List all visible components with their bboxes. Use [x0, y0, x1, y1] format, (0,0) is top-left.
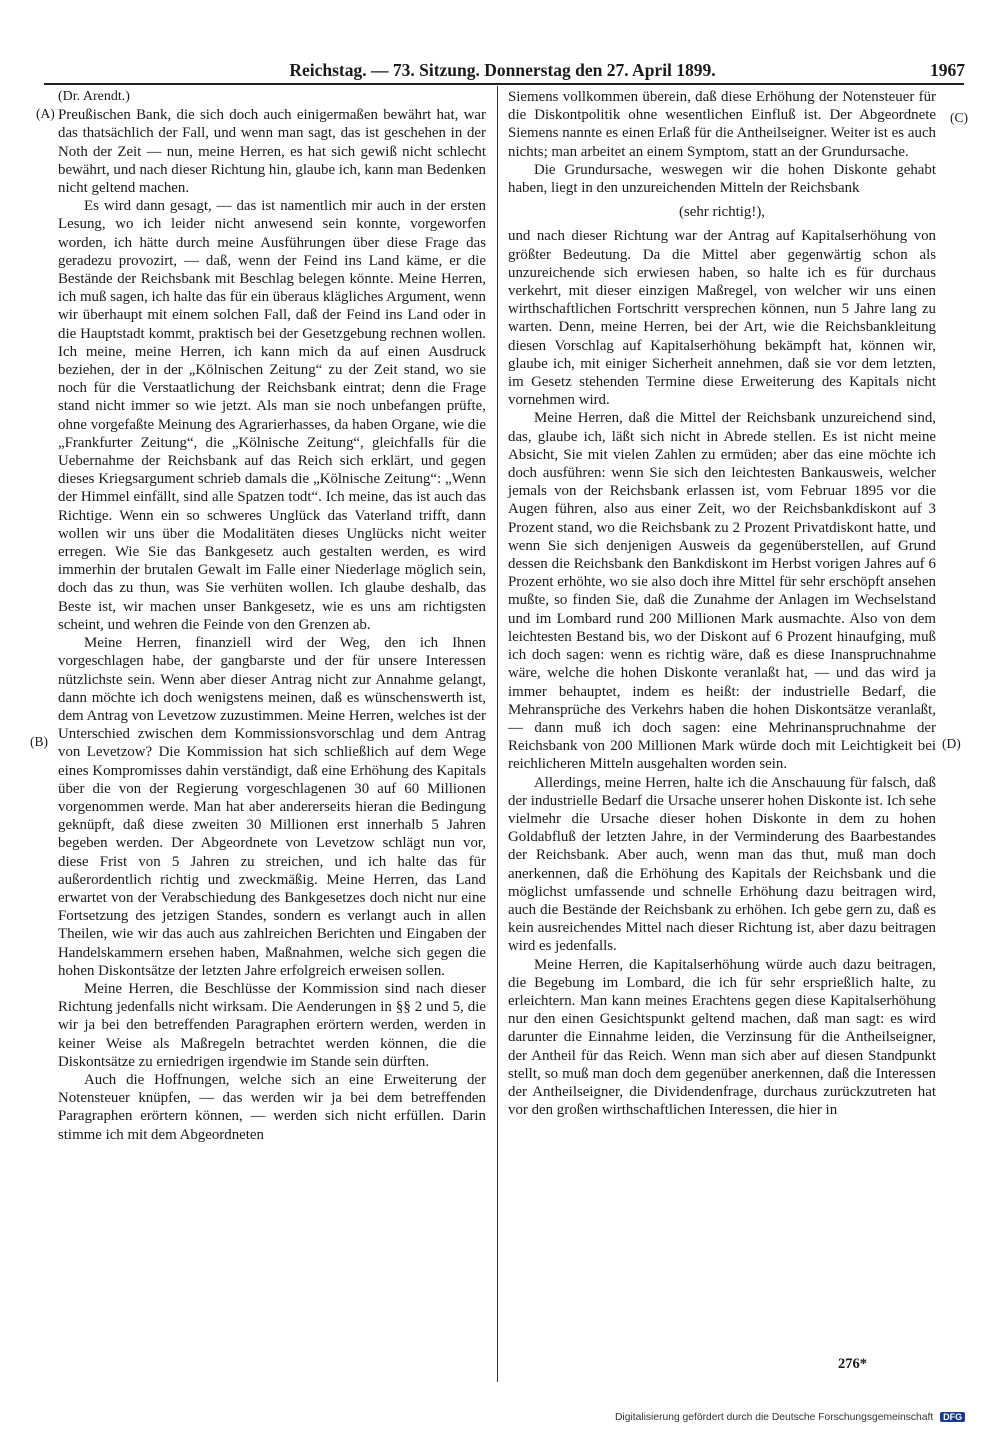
- dfg-logo-icon: DFG: [940, 1412, 965, 1422]
- paragraph: Allerdings, meine Herren, halte ich die Anschauung für falsch, daß der industrielle Bedarf die Ursache unserer hohen Diskonte ist. Ich sehe vielmehr die Ursache dieser hohen Diskonte in dem zu hohen Goldabfluß der letzten Jahre, in der Verminderung des Baarbestandes der Reichsbank. Aber auch, wenn man das thut, muß man doch anerkennen, daß die Erhöhung des Kapitals der Reichsbank und die möglichst umfassende und schnelle Erhöhung dazu beitragen wird, auch die Bestände der Reichsbank zu erhöhen. Ich gebe gern zu, daß es kein ausreichendes Mittel nach dieser Richtung ist, aber dazu beitragen wird es jedenfalls.: [508, 774, 936, 955]
- header-title: Reichstag. — 73. Sitzung. Donnerstag den 27. April 1899.: [289, 60, 716, 80]
- page-header: [40, 58, 965, 84]
- margin-marker-c: (C): [950, 110, 968, 125]
- interjection: (sehr richtig!),: [679, 204, 765, 221]
- paragraph: Auch die Hoffnungen, welche sich an eine Erweiterung der Notensteuer knüpfen, — das werden wir ja bei dem betreffenden Paragraphen erörtern können, — werden sich nicht erfüllen. Darin stimme ich mit dem Abgeordneten: [58, 1071, 486, 1143]
- signature-mark: 276*: [838, 1356, 867, 1372]
- margin-marker-b: (B): [30, 734, 48, 749]
- footer: [615, 1412, 995, 1426]
- margin-marker-d: (D): [942, 736, 961, 751]
- speaker-name: (Dr. Arendt.): [58, 89, 130, 104]
- footer-text: Digitalisierung gefördert durch die Deutsche Forschungsgemeinschaft: [615, 1412, 934, 1423]
- paragraph: Siemens vollkommen überein, daß diese Erhöhung der Notensteuer für die Diskontpolitik ohne wesentlichen Einfluß ist. Der Abgeordnete Siemens nannte es einen Erlaß für die Antheilseigner. Weiter ist es auch nichts; man arbeitet an einem Symptom, statt an der Grundursache.: [508, 89, 936, 160]
- right-column: [508, 88, 936, 1119]
- paragraph: Meine Herren, finanziell wird der Weg, den ich Ihnen vorgeschlagen habe, der gangbarste und der für unsere Interessen nützlichste sein. Wenn aber dieser Antrag nicht zur Annahme gelangt, dann möchte ich doch wenigstens meinen, daß es wünschenswerth ist, dem Antrag von Levetzow zuzustimmen. Meine Herren, welches ist der Unterschied zwischen dem Kommissionsvorschlag und dem Antrag von Levetzow? Die Kommission hat sich schließlich auf dem Wege eines Kompromisses dahin verständigt, daß eine Erhöhung des Kapitals über die von der Regierung vorgeschlagenen 30 auf 60 Millionen vorgenommen werde. Man hat aber andererseits hieran die Bedingung geknüpft, daß diese zweiten 30 Millionen erst innerhalb 5 Jahren begeben werden. Der Abgeordnete von Levetzow schlägt nun vor, diese Frist von 5 Jahren zu streichen, und ich halte das für außerordentlich richtig und zweckmäßig. Meine Herren, das Land erwartet von der Verabschiedung des Bankgesetzes doch nicht nur eine Fortsetzung des jetzigen Standes, sondern es verlangt auch in allen Theilen, wie wir das auch aus zahlreichen Berichten und Eingaben der Handelskammern ersehen haben, Maßnahmen, welche sich gegen die hohen Diskontsätze der letzten Jahre erfolgreich erweisen sollen.: [58, 635, 486, 979]
- paragraph: Preußischen Bank, die sich doch auch einigermaßen bewährt hat, war das thatsächlich der Fall, und wenn man sagt, das ist geschehen in der Noth der Zeit — nun, meine Herren, es hat sich gewiß nicht schlecht bewährt, und nach dieser Richtung hin, glaube ich, kann man Bedenken nicht geltend machen.: [58, 107, 486, 197]
- paragraph: Es wird dann gesagt, — das ist namentlich mir auch in der ersten Lesung, wo ich leider nicht anwesend sein konnte, vorgeworfen worden, ich hätte durch meine Ausführungen über diese Frage das geradezu provozirt, — daß, wenn der Feind ins Land käme, er die Bestände der Reichsbank mit Beschlag belegen könnte. Meine Herren, ich muß sagen, ich halte das für ein überaus klägliches Argument, wenn wir überhaupt mit einem solchen Fall, daß der Feind ins Land oder in die Hauptstadt kommt, praktisch bei der Gesetzgebung rechnen wollen. Ich meine, meine Herren, ich kann mich da auf einen Ausdruck beziehen, der in der „Kölnischen Zeitung“ zu der Zeit stand, wo sie noch für die Verstaatlichung der Reichsbank eintrat; denn die Frage stand nicht immer so wie jetzt. Als man sie noch unbefangen prüfte, ohne vorgefaßte Meinung des Agrarierhasses, da haben Organe, wie die „Frankfurter Zeitung“, die „Kölnische Zeitung“, gleichfalls für die Uebernahme der Reichsbank auf das Reich sich erklärt, und gegen dieses Kriegsargument schrieb damals die „Kölnische Zeitung“: „Wenn der Himmel einfällt, sind alle Spatzen todt“. Ich meine, das ist auch das Richtige. Wenn ein so schweres Unglück das Vaterland trifft, dann wollen wir uns über die Modalitäten dieses Unglücks nicht weiter erregen. Wie Sie das Bankgesetz auch gestalten werden, es wird immerhin der brutalen Gewalt im Falle einer Niederlage möglich sein, doch das zu thun, was Sie verhüten wollen. Ich glaube deshalb, das Beste ist, wir machen unser Bankgesetz, wie es uns am richtigsten scheint, und wehren die Feinde von den Grenzen ab.: [58, 198, 486, 633]
- paragraph: und nach dieser Richtung war der Antrag auf Kapitalserhöhung von größter Bedeutung. Da die Mittel aber gegenwärtig schon als unzureichende sich erwiesen haben, so halte ich es für durchaus verkehrt, mit dieser einzigen Maßregel, von welcher wir uns einen wirthschaftlichen Fortschritt versprechen können, nun 5 Jahre lang zu warten. Denn, meine Herren, bei der Art, wie die Reichsbankleitung diesen Vorschlag auf Kapitalserhöhung bekämpft hat, können wir, glaube ich, mit einiger Sicherheit annehmen, daß sie vor dem letzten, im Gesetz stehenden Termine diese Erweiterung des Kapitals nicht vornehmen wird.: [508, 228, 936, 409]
- column-divider: [497, 86, 498, 1382]
- paragraph: Die Grundursache, weswegen wir die hohen Diskonte gehabt haben, liegt in den unzureichenden Mitteln der Reichsbank: [508, 161, 936, 197]
- paragraph: Meine Herren, die Beschlüsse der Kommission sind nach dieser Richtung jedenfalls nicht wirksam. Die Aenderungen in §§ 2 und 5, die wir ja bei den betreffenden Paragraphen erörtern werden, werden in keiner Weise als Maßregeln betrachtet werden können, die die Diskontsätze zu erniedrigen irgendwie im Stande sein dürften.: [58, 980, 486, 1070]
- paragraph: Meine Herren, daß die Mittel der Reichsbank unzureichend sind, das, glaube ich, läßt sich nicht in Abrede stellen. Es ist nicht meine Absicht, Sie mit vielen Zahlen zu ermüden; aber das eine möchte ich doch ausführen: wenn Sie sich den leichtesten Bankausweis, welcher jemals von der Reichsbank erlassen ist, vom Februar 1895 vor die Augen führen, also aus einer Zeit, wo der Reichsbankdiskont auf 3 Prozent stand, wo die Reichsbank zu 2 Prozent Privatdiskont hatte, und wenn Sie sich denjenigen Ausweis da gegenüberstellen, auf Grund dessen die Reichsbank den Bankdiskont im Herbst vorigen Jahres auf 6 Prozent erhöhte, wo sie also doch ihre Mittel für sehr erschöpft ansehen mußte, so finden Sie, daß die Zunahme der Anlagen im Wechselstand und im Lombard rund 200 Millionen Mark ausmachte. Also von dem leichtesten Bestand bis, wo der Diskont auf 6 Prozent hinaufging, muß ich doch sagen: wenn es richtig wäre, daß es diese Inanspruchnahme wäre, welche die hohen Diskonte veranlaßt hat, — und das wird ja immer behauptet, indem es heißt: der industrielle Bedarf, die Mehransprüche des Verkehrs haben die hohen Diskontsätze veranlaßt, — dann muß ich doch sagen: eine Mehrinanspruchnahme der Reichsbank von 200 Millionen Mark würde doch mit Leichtigkeit bei reichlicheren Mitteln ausgehalten worden sein.: [508, 410, 936, 773]
- paragraph: Meine Herren, die Kapitalserhöhung würde auch dazu beitragen, die Begebung im Lombard, die ich für sehr ersprießlich halte, zu erleichtern. Man kann meines Erachtens gegen diese Kapitalserhöhung nur den einen Gesichtspunkt geltend machen, daß man sagt: es wird darunter die Einnahme leiden, die Verzinsung für die Antheilseigner, der Antheil für das Reich. Wenn man sich aber auf diesen Standpunkt stellt, so muß man doch dem gegenüber anerkennen, daß die Interessen der Antheilseigner, die Dividendenfrage, durchaus zurückzutreten hat vor den großen wirthschaftlichen Interessen, die hier in: [508, 956, 936, 1119]
- page-number: 1967: [930, 60, 965, 80]
- header-rule: [44, 83, 964, 85]
- left-column: [58, 88, 486, 1144]
- margin-marker-a: (A): [36, 106, 55, 121]
